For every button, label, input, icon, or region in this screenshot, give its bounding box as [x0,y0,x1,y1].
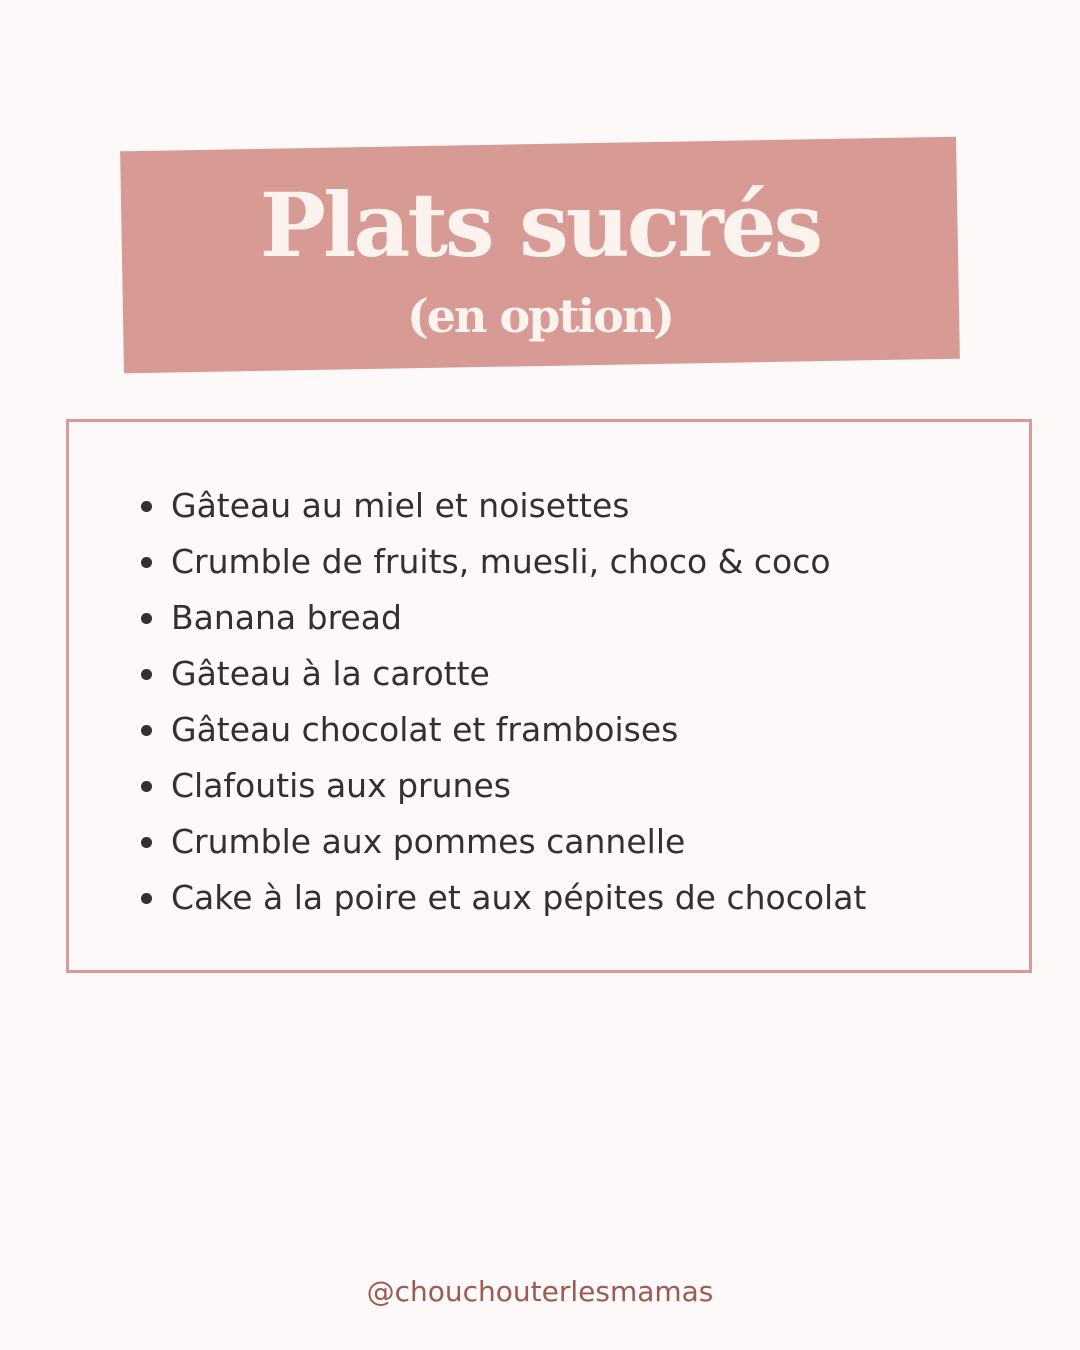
list-item-label: Crumble de fruits, muesli, choco & coco [171,542,831,581]
bullet-icon [141,837,152,848]
list-item-label: Gâteau chocolat et framboises [171,710,679,749]
list-item [137,534,866,590]
page-subtitle: (en option) [407,289,673,343]
bullet-icon [141,613,152,624]
list-item [137,590,866,646]
list-item [137,646,866,702]
instagram-handle: @chouchouterlesmamas [366,1275,714,1308]
bullet-icon [141,893,152,904]
bullet-icon [141,669,152,680]
recipe-list-box [66,419,1032,973]
list-item-label: Crumble aux pommes cannelle [171,822,686,861]
list-item [137,870,866,926]
list-item [137,478,866,534]
list-item-label: Banana bread [171,598,402,637]
list-item-label: Clafoutis aux prunes [171,766,511,805]
list-item [137,814,866,870]
list-item-label: Cake à la poire et aux pépites de chocolat [171,878,867,917]
list-item [137,758,866,814]
bullet-icon [141,781,152,792]
recipe-list [137,478,866,926]
bullet-icon [141,501,152,512]
list-item-label: Gâteau à la carotte [171,654,490,693]
bullet-icon [141,557,152,568]
list-item [137,702,866,758]
page-title: Plats sucrés [259,173,821,277]
bullet-icon [141,725,152,736]
list-item-label: Gâteau au miel et noisettes [171,486,630,525]
